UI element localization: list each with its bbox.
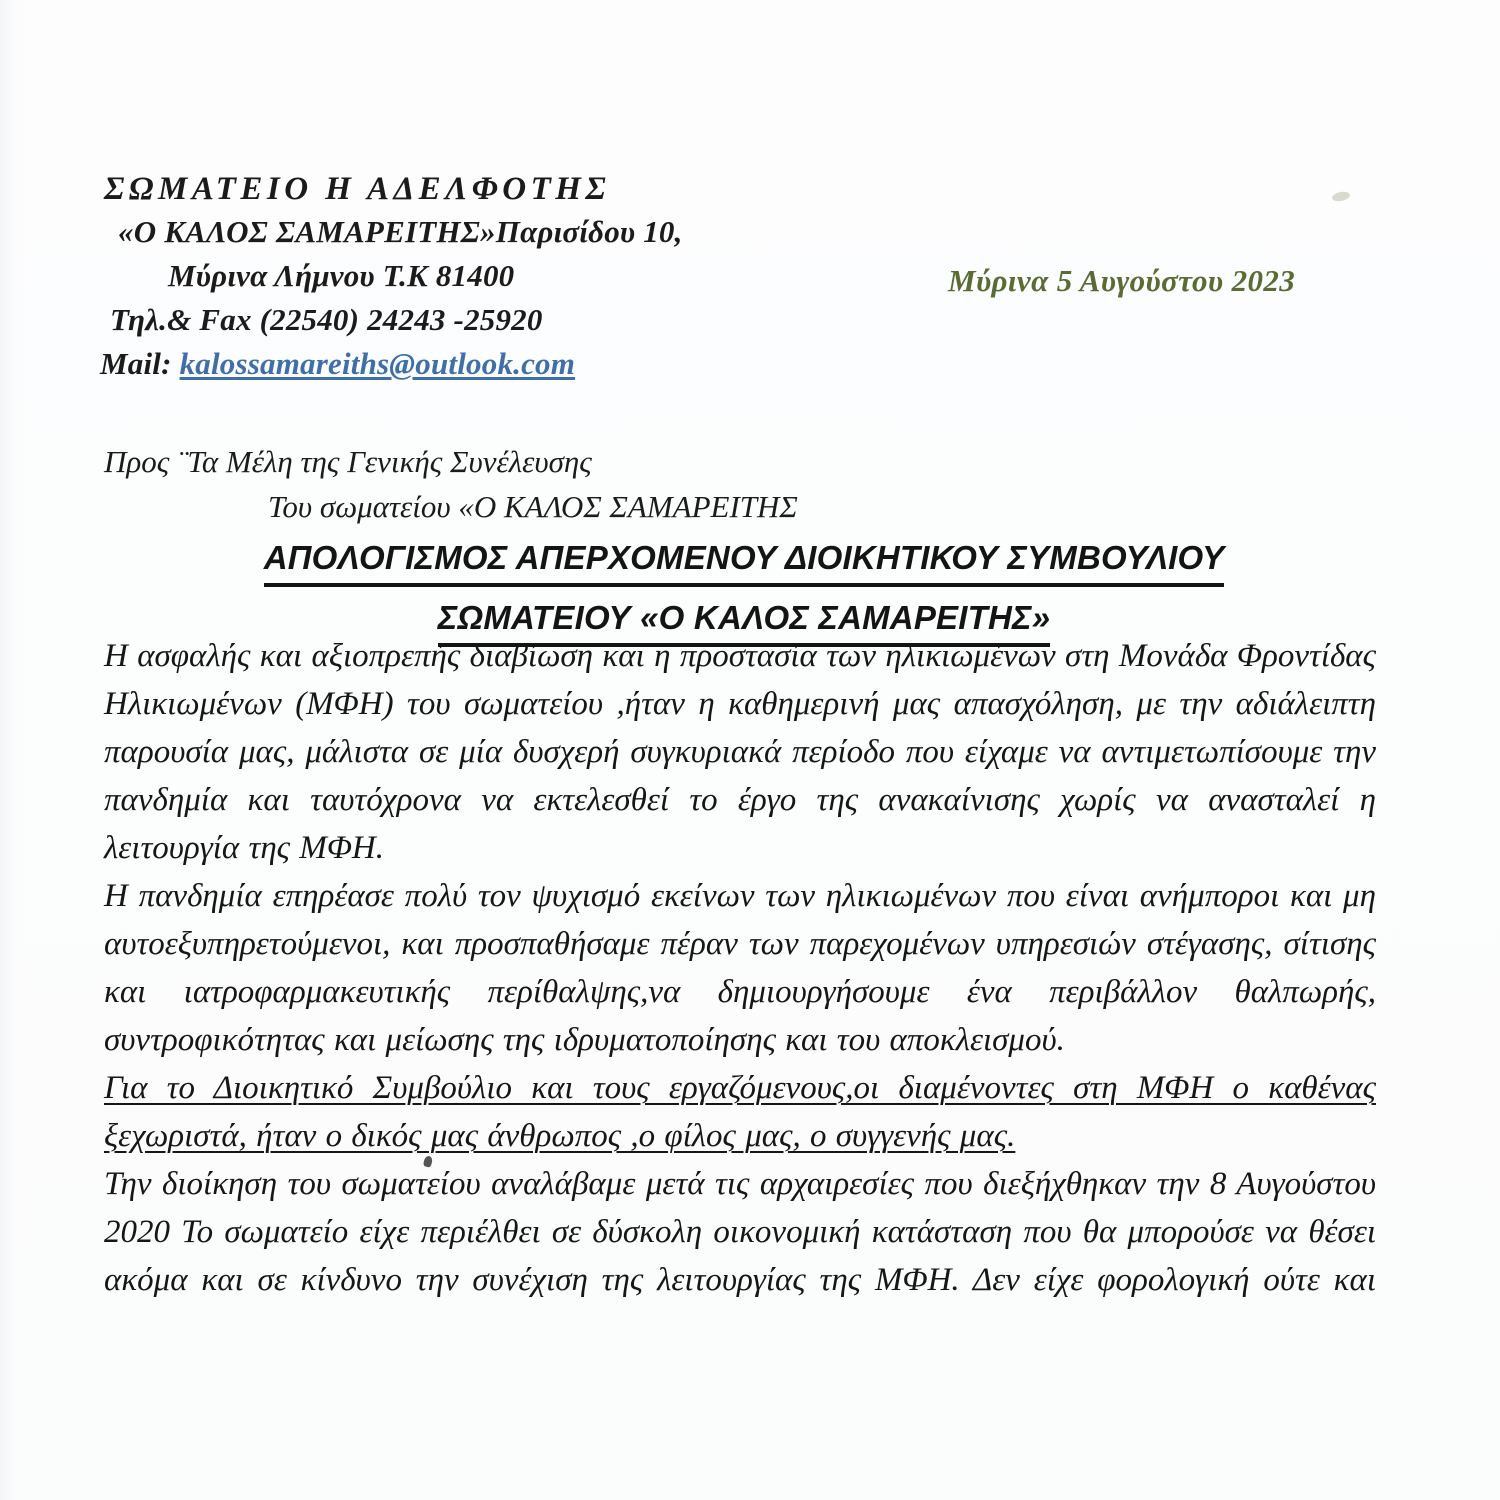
scan-artifact-speck (5, 1257, 17, 1274)
body-paragraph-3-underlined: Για το Διοικητικό Συμβούλιο και τους εργαζόμενους,οι διαμένοντες στη ΜΦΗ ο καθένας ξεχωριστά, ήταν ο δικός μας άνθρωπος ,ο φίλος μας, ο συγγενής μας. (104, 1070, 1376, 1154)
page-title-line-1: ΑΠΟΛΟΓΙΣΜΟΣ ΑΠΕΡΧΟΜΕΝΟΥ ΔΙΟΙΚΗΤΙΚΟΥ ΣΥΜΒΟΥΛΙΟΥ (264, 534, 1225, 587)
document-body (104, 632, 1376, 1352)
body-paragraph-2: Η πανδημία επηρέασε πολύ τον ψυχισμό εκείνων των ηλικιωμένων που είναι ανήμποροι και μη αυτοεξυπηρετούμενοι, και προσπαθήσαμε πέραν των παρεχομένων υπηρεσιών στέγασης, σίτισης και ιατροφαρμακευτικής περίθαλψης,να δημιουργήσουμε ένα περιβάλλον θαλπωρής, συντροφικότητας και μείωσης της ιδρυματοποίησης και του αποκλεισμού. (104, 878, 1376, 1058)
letterhead (96, 168, 856, 386)
organization-address-line: «Ο ΚΑΛΟΣ ΣΑΜΑΡΕΙΤΗΣ»Παρισίδου 10, (118, 214, 683, 250)
page-title-line-2: ΣΩΜΑΤΕΙΟΥ «Ο ΚΑΛΟΣ ΣΑΜΑΡΕΙΤΗΣ» (438, 594, 1051, 647)
body-paragraph-4: Την διοίκηση του σωματείου αναλάβαμε μετά τις αρχαιρεσίες που διεξήχθηκαν την 8 Αυγούστου 2020 Το σωματείο είχε περιέλθει σε δύσκολη οικονομική κατάσταση που θα μπορούσε να θέσει ακόμα και σε κίνδυνο την συνέχιση της λειτουργίας της ΜΦΗ. Δεν είχε φορολογική ούτε και (104, 1166, 1376, 1298)
date-line: Μύρινα 5 Αυγούστου 2023 (948, 263, 1296, 298)
organization-city-postcode: Μύρινα Λήμνου Τ.Κ 81400 (168, 258, 515, 294)
organization-name: ΣΩΜΑΤΕΙΟ Η ΑΔΕΛΦΟΤΗΣ (104, 171, 611, 207)
email-link[interactable]: kalossamareiths@outlook.com (179, 346, 576, 382)
addressee-block (104, 444, 1394, 525)
scan-artifact-speck (1331, 190, 1350, 203)
addressee-line-1: Προς ¨Τα Μέλη της Γενικής Συνέλευσης (104, 444, 592, 479)
organization-phone-fax: Τηλ.& Fax (22540) 24243 -25920 (110, 302, 543, 338)
body-paragraph-1: Η ασφαλής και αξιοπρεπής διαβίωση και η προστασία των ηλικιωμένων στη Μονάδα Φροντίδας Ηλικιωμένων (ΜΦΗ) του σωματείου ,ήταν η καθημερινή μας απασχόληση, με την αδιάλειπτη παρουσία μας, μάλιστα σε μία δυσχερή συγκυριακά περίοδο που είχαμε να αντιμετωπίσουμε την πανδημία και ταυτόχρονα να εκτελεσθεί το έργο της ανακαίνισης χωρίς να ανασταλεί η λειτουργία της ΜΦΗ. (104, 638, 1376, 866)
organization-mail-row (96, 342, 856, 386)
addressee-line-2: Του σωματείου «Ο ΚΑΛΟΣ ΣΑΜΑΡΕΙΤΗΣ (268, 489, 798, 524)
page-title (104, 534, 1384, 647)
mail-label: Mail: (100, 346, 172, 382)
